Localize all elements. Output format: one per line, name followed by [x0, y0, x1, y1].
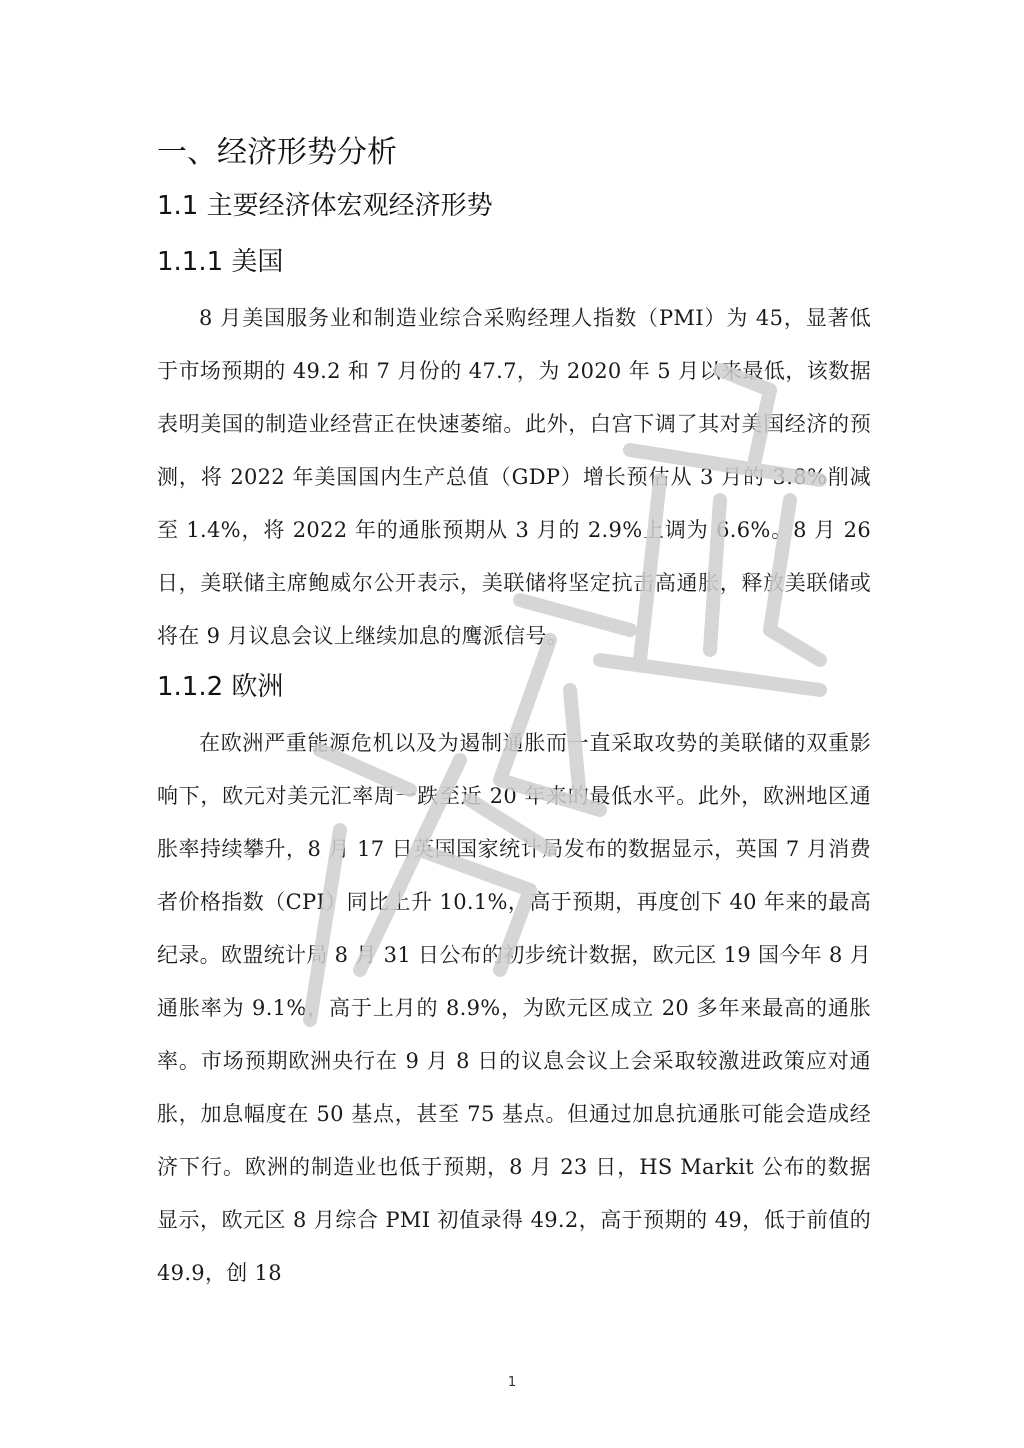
section-heading: 一、经济形势分析: [157, 135, 397, 170]
document-body: [157, 130, 871, 1304]
us-paragraph: 8 月美国服务业和制造业综合采购经理人指数（PMI）为 45，显著低于市场预期的 49.2 和 7 月份的 47.7，为 2020 年 5 月以来最低，该数据表明美国的制造业经营正在快速萎缩。此外，白宫下调了其对美国经济的预测，将 2022 年美国国内生产总值（GDP）增长预估从 3 月的 3.8%削减至 1.4%，将 2022 年的通胀预期从 3 月的 2.9%上调为 6.6%。8 月 26 日，美联储主席鲍威尔公开表示，美联储将坚定抗击高通胀，释放美联储或将在 9 月议息会议上继续加息的鹰派信号。: [157, 306, 871, 648]
us-heading: 1.1.1 美国: [157, 247, 284, 277]
subsection-heading: 1.1 主要经济体宏观经济形势: [157, 191, 493, 221]
europe-heading: 1.1.2 欧洲: [157, 672, 284, 702]
page-number: 1: [507, 1375, 517, 1390]
europe-paragraph: 在欧洲严重能源危机以及为遏制通胀而一直采取攻势的美联储的双重影响下，欧元对美元汇率周一跌至近 20 年来的最低水平。此外，欧洲地区通胀率持续攀升，8 月 17 日英国国家统计局发布的数据显示，英国 7 月消费者价格指数（CPI）同比上升 10.1%，高于预期，再度创下 40 年来的最高纪录。欧盟统计局 8 月 31 日公布的初步统计数据，欧元区 19 国今年 8 月通胀率为 9.1%，高于上月的 8.9%，为欧元区成立 20 多年来最高的通胀率。市场预期欧洲央行在 9 月 8 日的议息会议上会采取较激进政策应对通胀，加息幅度在 50 基点，甚至 75 基点。但通过加息抗通胀可能会造成经济下行。欧洲的制造业也低于预期，8 月 23 日，HS Markit 公布的数据显示，欧元区 8 月综合 PMI 初值录得 49.2，高于预期的 49，低于前值的 49.9，创 18: [157, 731, 871, 1285]
